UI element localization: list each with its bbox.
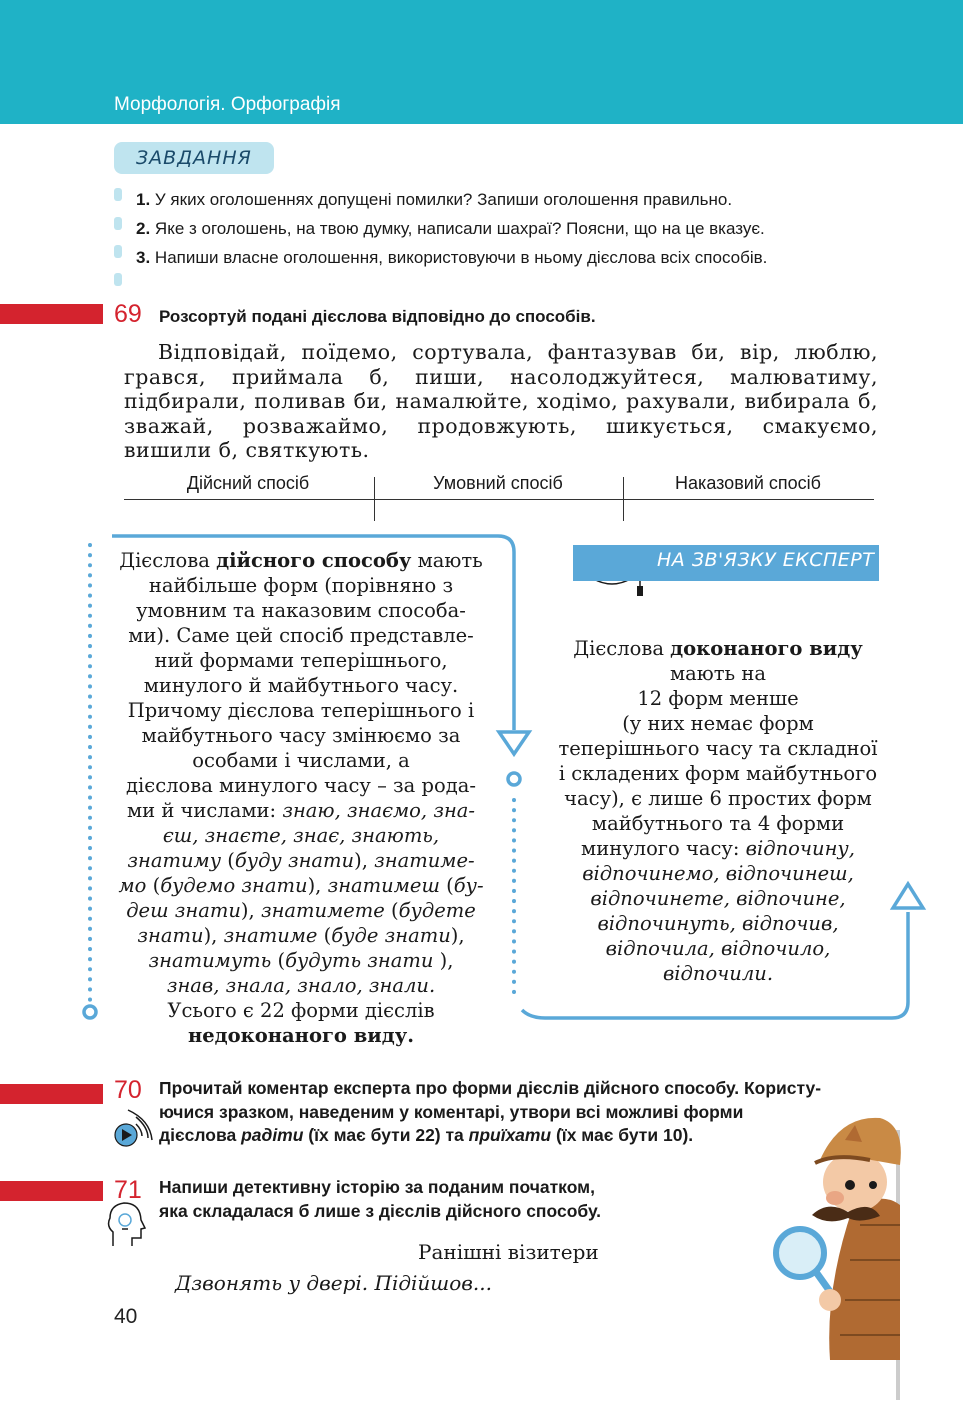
tasks-label: ЗАВДАННЯ [114,142,274,174]
indicative-mood-note: Дієслова дійсного способу мають найбільше форм (порівняно з умовним та наказовим способа- ми). Саме цей спосіб представле- ний формами теперішнього, минулого й майбутнього часу. Причому дієслова теперішнього і майбутнього часу змінюємо за особами і числами, а дієслова минулого часу – за рода- ми й числами: знаю, знаємо, зна- єш, знаєте, знає, знають, знатиму (буду знати), знатиме- мо (будемо знати), знатимеш (бу- деш знати), знатимете (будете знати), знатиме (буде знати), знатимуть (будуть знати ), знав, знала, знало, знали. Усього є 22 форми дієслів недоконаного виду. [118,549,484,1047]
story-title: Ранішні візитери [418,1240,599,1264]
table-header-imperative: Наказовий спосіб [675,473,821,493]
expert-label: НА ЗВ'ЯЗКУ ЕКСПЕРТ [657,549,875,571]
verb-list-paragraph: Відповідай, поїдемо, сортувала, фантазував би, вір, люблю, грався, приймала б, пиши, насолоджуйтеся, малюватиму, підбирали, поливав би, намалюйте, ходімо, рахували, вибирала б, зважай, розважаймо, продовжують, шикується, смакуємо, вишили б, святкують. [124,340,878,462]
exercise-70-text: Прочитай коментар експерта про форми дієслів дійсного способу. Користу- ючися зразком, наведеним у коментарі, утвори всі можливі форми дієслова радіти (їх має бути 22) та приїхати (їх має бути 10). [159,1078,822,1145]
task-item: 2. Яке з оголошень, на твою думку, написали шахраї? Поясни, що на це вказує. [136,219,765,238]
exercise-number: 70 [114,1076,142,1104]
task-item: 3. Напиши власне оголошення, використовуючи в ньому дієслова всіх способів. [136,248,768,267]
page-number: 40 [114,1305,138,1328]
exercise-number: 69 [114,300,142,328]
audio-play-icon [115,1110,152,1146]
circle-mark [508,773,520,785]
table-header-conditional: Умовний спосіб [433,473,563,493]
exercise-marker-bar [0,1181,103,1201]
exercise-71-text: Напиши детективну історію за поданим початком, яка складалася б лише з дієслів дійсного способу. [159,1177,602,1221]
story-start: Дзвонять у двері. Підійшов... [175,1271,492,1295]
task-item: 1. У яких оголошеннях допущені помилки? Запиши оголошення правильно. [136,190,733,209]
exercise-title: Розсортуй подані дієслова відповідно до способів. [159,307,596,326]
exercise-marker-bar [0,1084,103,1104]
idea-head-icon [109,1203,145,1246]
exercise-number: 71 [114,1176,142,1204]
down-arrow-icon [499,732,529,754]
circle-mark [84,1006,96,1018]
detective-illustration [776,1118,901,1400]
perfective-aspect-note: Дієслова доконаного виду мають на 12 форм менше (у них немає форм теперішнього часу та складної і складених форм майбутнього часу), є лише 6 простих форм майбутнього та 4 форми минулого часу: відпочину, відпочинемо, відпочинеш, відпочинете, відпочине, відпочинуть, відпочив, відпочила, відпочило, відпочили. [558,637,878,985]
section-title: Морфологія. Орфографія [114,94,341,115]
table-header-indicative: Дійсний спосіб [186,473,310,493]
